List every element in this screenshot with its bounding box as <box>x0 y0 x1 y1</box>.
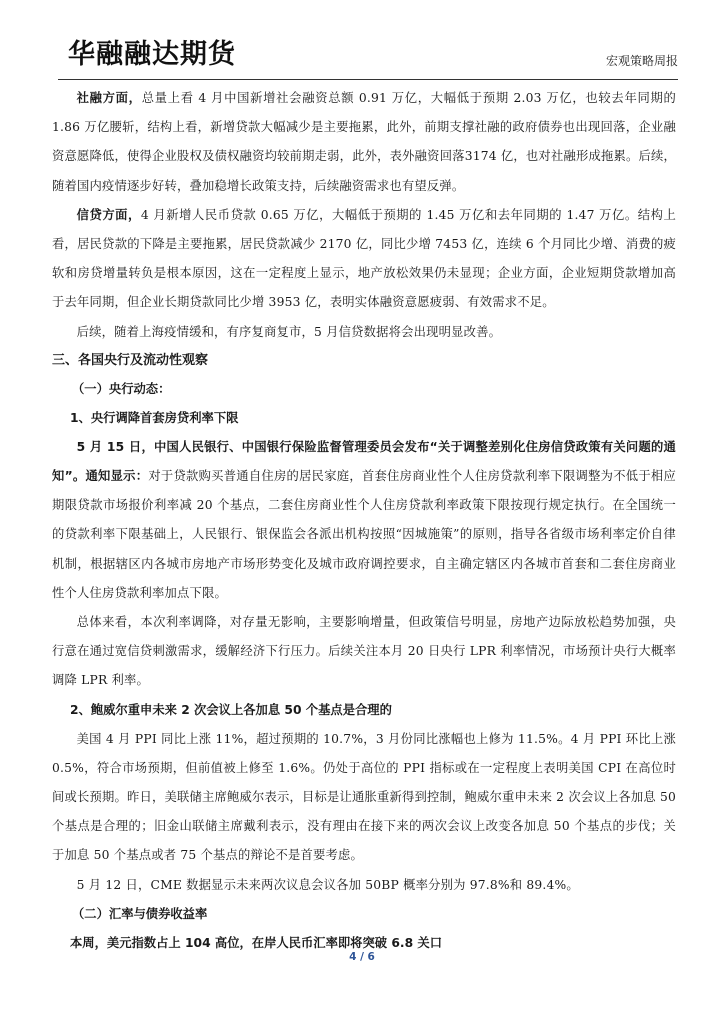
brand-logo-text: 华融融达期货 <box>68 39 236 70</box>
document-body <box>52 84 676 958</box>
paragraph-notice <box>52 433 676 608</box>
item-heading-1: 1、央行调降首套房贷利率下限 <box>70 410 239 425</box>
fx-headline: 本周，美元指数占上 104 高位，在岸人民币汇率即将突破 6.8 关口 <box>70 935 442 950</box>
lead-notice: 5 月 15 日，中国人民银行、中国银行保险监督管理委员会发布“关于调整差别化住房信贷政策有关问题的通知”。通知显示： <box>52 439 676 484</box>
subsection-heading-fx: （二）汇率与债券收益率 <box>72 906 208 921</box>
page-header <box>58 26 678 80</box>
paragraph-social-financing <box>52 84 676 201</box>
paragraph-outlook: 后续，随着上海疫情缓和，有序复商复市，5 月信贷数据将会出现明显改善。 <box>76 324 502 339</box>
paragraph-us-ppi: 美国 4 月 PPI 同比上涨 11%，超过预期的 10.7%，3 月份同比涨幅也上修为 11.5%。4 月 PPI 环比上涨 0.5%，符合市场预期，但前值被上修至 1.6%。仍处于高位的 PPI 指标或在一定程度上表明美国 CPI 在高位时间或长预期。昨日，美联储主席鲍威尔表示，目标是让通胀重新得到控制，鲍威尔重申未来 2 次会议上各加息 50 个基点是合理的；旧金山联储主席戴利表示，没有理由在接下来的两次会议上改变各加息 50 个基点的步伐；关于加息 50 个基点或者 75 个基点的辩论不是首要考虑。 <box>52 731 676 863</box>
page-number: 4 / 6 <box>349 951 375 963</box>
report-type-label: 宏观策略周报 <box>605 54 678 68</box>
paragraph-summary: 总体来看，本次利率调降，对存量无影响，主要影响增量，但政策信号明显，房地产边际放松趋势加强，央行意在通过宽信贷刺激需求，缓解经济下行压力。后续关注本月 20 日央行 LPR 利率情况，市场预计央行大概率调降 LPR 利率。 <box>52 615 676 688</box>
paragraph-credit <box>52 201 676 318</box>
section-heading-3: 三、各国央行及流动性观察 <box>52 352 209 368</box>
header-divider <box>58 79 678 80</box>
lead-social-financing: 社融方面， <box>76 91 142 105</box>
text-social-financing: 总量上看 4 月中国新增社会融资总额 0.91 万亿，大幅低于预期 2.03 万亿，也较去年同期的 1.86 万亿腰斩，结构上看，新增贷款大幅减少是主要拖累，此外，前期支撑社融的政府债券也出现回落，企业融资意愿降低，使得企业股权及债权融资均较前期走弱，此外，表外融资回落3174 亿，也对社融形成拖累。后续，随着国内疫情逐步好转，叠加稳增长政策支持，后续融资需求也有望反弹。 <box>52 91 676 193</box>
text-notice: 对于贷款购买普通自住房的居民家庭，首套住房商业性个人住房贷款利率下限调整为不低于相应期限贷款市场报价利率减 20 个基点，二套住房商业性个人住房贷款利率政策下限按现行规定执行。在全国统一的贷款利率下限基础上，人民银行、银保监会各派出机构按照“因城施策”的原则，指导各省级市场利率定价自律机制，根据辖区内各城市房地产市场形势变化及城市政府调控要求，自主确定辖区内各城市首套和二套住房商业性个人住房贷款利率加点下限。 <box>52 469 676 600</box>
text-credit: 4 月新增人民币贷款 0.65 万亿，大幅低于预期的 1.45 万亿和去年同期的 1.47 万亿。结构上看，居民贷款的下降是主要拖累，居民贷款减少 2170 亿，同比少增 7453 亿，连续 6 个月同比少增、消费的疲软和房贷增量转负是根本原因，这在一定程度上显示，地产放松效果仍未显现；企业方面，企业短期贷款增加高于去年同期，但企业长期贷款同比少增 3953 亿，表明实体融资意愿疲弱、有效需求不足。 <box>52 207 676 310</box>
lead-credit: 信贷方面， <box>76 207 141 222</box>
subsection-heading-central-bank: （一）央行动态： <box>72 381 171 396</box>
item-heading-2: 2、鲍威尔重申未来 2 次会议上各加息 50 个基点是合理的 <box>70 702 392 717</box>
paragraph-cme: 5 月 12 日，CME 数据显示未来两次议息会议各加 50BP 概率分别为 97.8%和 89.4%。 <box>76 877 579 892</box>
